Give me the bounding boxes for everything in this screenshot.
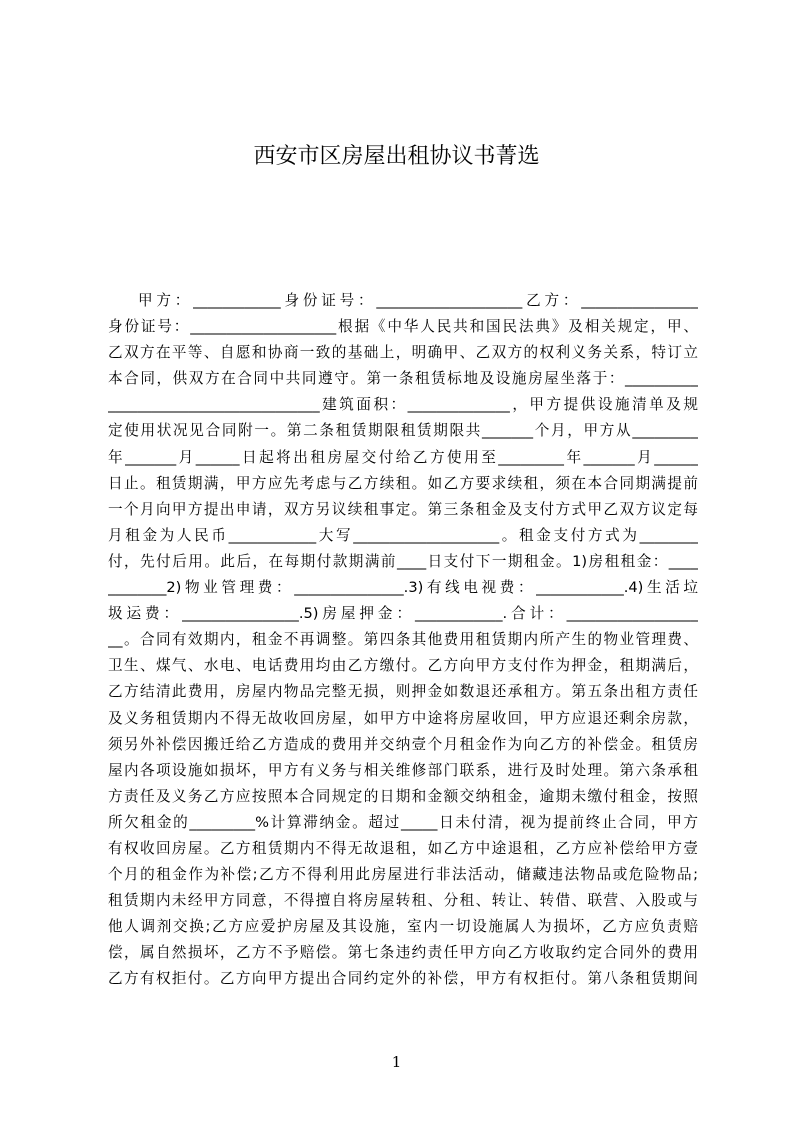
- body-line-21: 所欠租金的_________%计算滞纳金。超过_____日未付清，视为提前终止合同，甲方: [108, 813, 698, 831]
- body-line-19: 屋内各项设施如损坏，甲方有义务与相关维修部门联系，进行及时处理。第六条承租: [108, 761, 698, 779]
- body-line-11: 付，先付后用。此后，在每期付款期满前____日支付下一期租金。1)房租租金：____: [108, 552, 698, 570]
- body-line-3: 乙双方在平等、自愿和协商一致的基础上，明确甲、乙双方的权利义务关系，特订立: [108, 344, 698, 362]
- body-line-23: 个月的租金作为补偿;乙方不得利用此房屋进行非法活动，储藏违法物品或危险物品;: [108, 866, 698, 884]
- document-title: 西安市区房屋出租协议书菁选: [253, 144, 540, 169]
- page-number: 1: [391, 1053, 402, 1071]
- body-line-9: 一个月向甲方提出申请，双方另议续租事定。第三条租金及支付方式甲乙双方议定每: [108, 500, 698, 518]
- body-line-25: 他人调剂交换;乙方应爱护房屋及其设施，室内一切设施属人为损坏，乙方应负责赔: [108, 918, 698, 936]
- body-line-15: 卫生、煤气、水电、电话费用均由乙方缴付。乙方向甲方支付作为押金，租期满后，: [108, 657, 698, 675]
- body-line-20: 方责任及义务乙方应按照本合同规定的日期和金额交纳租金，逾期未缴付租金，按照: [108, 787, 698, 805]
- body-line-27: 乙方有权拒付。乙方向甲方提出合同约定外的补偿，甲方有权拒付。第八条租赁期间: [108, 970, 698, 988]
- body-line-6: 定使用状况见合同附一。第二条租赁期限租赁期限共_______个月，甲方从_________: [108, 422, 698, 440]
- body-line-13: 圾运费：________________.5)房屋押金：____________.合计：__________________: [108, 605, 698, 623]
- body-line-26: 偿，属自然损坏，乙方不予赔偿。第七条违约责任甲方向乙方收取约定合同外的费用: [108, 944, 698, 962]
- body-line-2: 身份证号：____________________根据《中华人民共和国民法典》及相关规定，甲、: [108, 318, 698, 336]
- body-line-14: __。合同有效期内，租金不再调整。第四条其他费用租赁期内所产生的物业管理费、: [108, 631, 698, 649]
- body-line-18: 须另外补偿因搬迁给乙方造成的费用并交纳壹个月租金作为向乙方的补偿金。租赁房: [108, 735, 698, 753]
- body-line-24: 租赁期内未经甲方同意，不得擅自将房屋转租、分租、转让、转借、联营、入股或与: [108, 892, 698, 910]
- body-line-17: 及义务租赁期内不得无故收回房屋，如甲方中途将房屋收回，甲方应退还剩余房款，: [108, 709, 698, 727]
- contract-body: [108, 288, 698, 1016]
- body-line-12: ________2)物业管理费：_______________.3)有线电视费：____________.4)生活垃: [108, 579, 698, 597]
- body-line-22: 有权收回房屋。乙方租赁期内不得无故退租，如乙方中途退租，乙方应补偿给甲方壹: [108, 839, 698, 857]
- body-line-1: 甲方：____________身份证号：____________________乙方：________________: [138, 292, 698, 309]
- body-line-4: 本合同，供双方在合同中共同遵守。第一条租赁标地及设施房屋坐落于：__________: [108, 370, 698, 388]
- body-line-7: 年_______月______日起将出租房屋交付给乙方使用至_________年_______月______: [108, 448, 698, 466]
- body-line-5: _____________________________建筑面积：______________，甲方提供设施清单及规: [108, 396, 698, 414]
- body-line-16: 乙方结清此费用，房屋内物品完整无损，则押金如数退还承租方。第五条出租方责任: [108, 683, 698, 701]
- body-line-8: 日止。租赁期满，甲方应先考虑与乙方续租。如乙方要求续租，须在本合同期满提前: [108, 474, 698, 492]
- body-line-10: 月租金为人民币____________大写____________________。租金支付方式为________: [108, 526, 698, 544]
